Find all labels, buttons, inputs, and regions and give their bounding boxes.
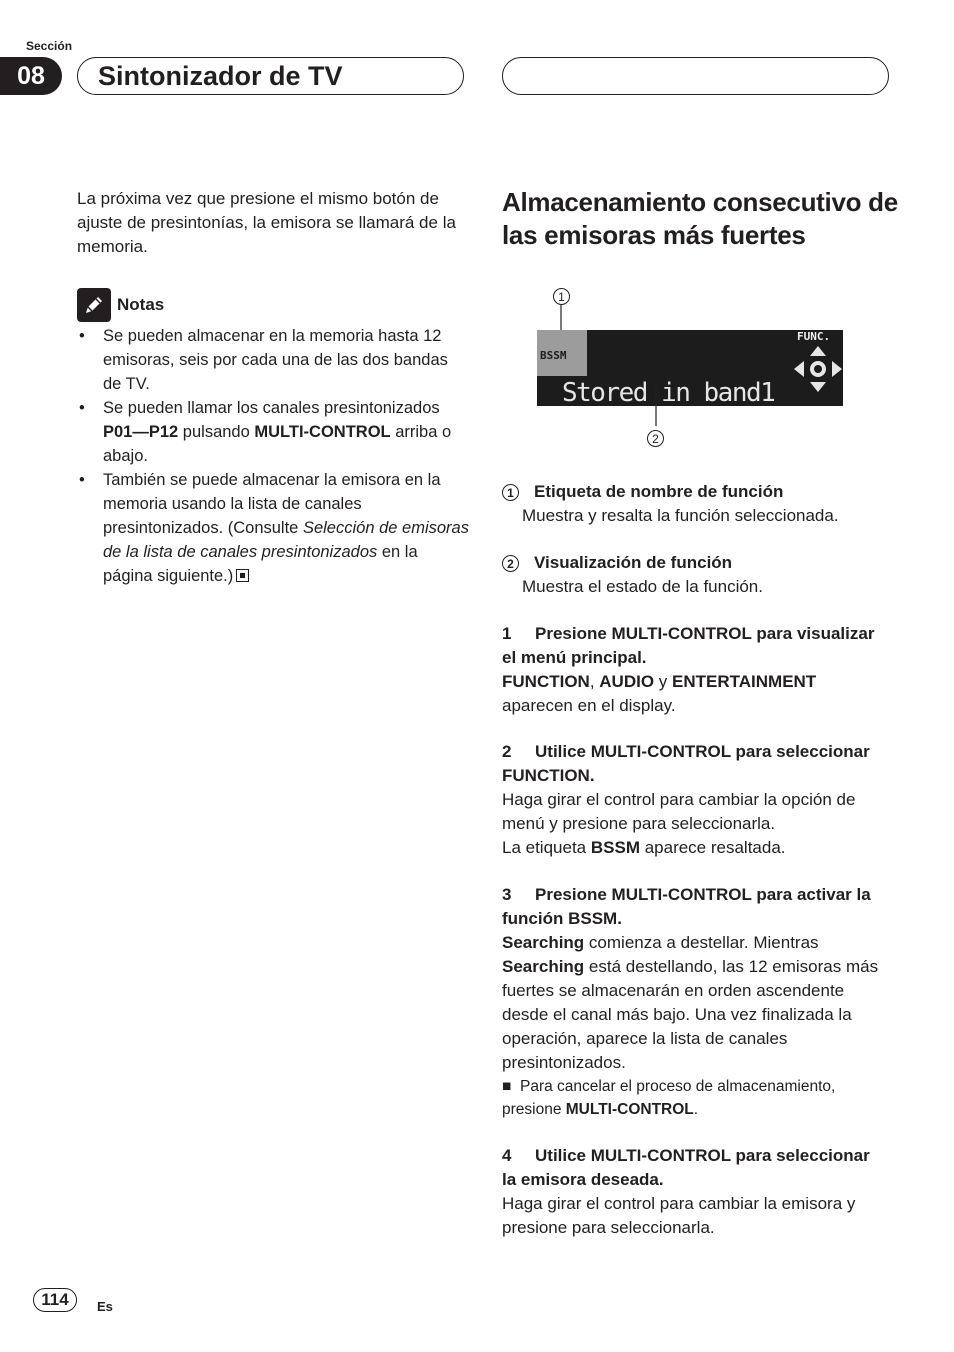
section-label: Sección — [26, 39, 73, 53]
header-right-box — [502, 57, 889, 95]
step-2: 2 Utilice MULTI-CONTROL para seleccionar FUNCTION. Haga girar el control para cambiar la opción de menú y presione para seleccionarla. La etiqueta BSSM aparece resaltada. — [502, 742, 870, 857]
step-3-note: ■ Para cancelar el proceso de almacenamiento, presione MULTI-CONTROL. — [502, 1078, 836, 1118]
callout-1: 1 — [553, 288, 570, 305]
bssm-tab-label: BSSM — [540, 349, 567, 362]
section-heading: Almacenamiento consecutivo de las emisoras más fuertes — [502, 187, 898, 250]
callout-2: 2 — [647, 430, 664, 447]
step-4: 4 Utilice MULTI-CONTROL para seleccionar la emisora deseada. Haga girar el control para cambiar la emisora y presione para seleccionarla. — [502, 1146, 870, 1237]
notes-label: Notas — [117, 295, 165, 314]
language-code: Es — [97, 1299, 113, 1314]
definition-2: 2 Visualización de función Muestra el estado de la función. — [502, 551, 902, 599]
step-3: 3 Presione MULTI-CONTROL para activar la función BSSM. Searching comienza a destellar. Mientras Searching está destellando, las 12 emisoras más fuertes se almacenarán en orden ascendente desde el canal más bajo. Una vez finalizada la operación, aparece la lista de canales presintonizados. ■ Para cancelar el proceso de almacenamiento, presione MULTI-CONTROL. — [502, 883, 887, 1121]
func-label: FUNC. — [797, 330, 831, 343]
intro-paragraph: La próxima vez que presione el mismo botón de ajuste de presintonías, la emisora se llamará de la memoria. — [77, 189, 456, 256]
page-number: 114 — [33, 1288, 77, 1312]
step-1: 1 Presione MULTI-CONTROL para visualizar el menú principal. FUNCTION, AUDIO y ENTERTAINMENT aparecen en el display. — [502, 624, 875, 715]
section-title-text: Sintonizador de TV — [98, 60, 343, 91]
notes-heading — [77, 288, 164, 322]
section-number-badge: 08 — [0, 57, 62, 95]
multi-control-arrows-icon — [792, 344, 844, 394]
cross-reference-link: Selección de emisoras de la lista de canales presintonizados — [103, 519, 469, 561]
section-title — [77, 57, 464, 95]
notes-list — [77, 324, 469, 588]
note-item: • También se puede almacenar la emisora en la memoria usando la lista de canales presintonizados. (Consulte Selección de emisoras de la lista de canales presintonizados en la página siguiente.) — [77, 468, 469, 588]
note-item: • Se pueden almacenar en la memoria hasta 12 emisoras, seis por cada una de las dos bandas de TV. — [77, 324, 469, 396]
pencil-icon — [77, 288, 111, 322]
definition-1: 1 Etiqueta de nombre de función Muestra y resalta la función seleccionada. — [502, 480, 902, 528]
note-item: • Se pueden llamar los canales presintonizados P01—P12 pulsando MULTI-CONTROL arriba o abajo. — [77, 396, 469, 468]
end-mark-icon — [236, 569, 249, 582]
square-bullet-icon: ■ — [502, 1078, 520, 1095]
function-display-text: Stored in band1 — [562, 378, 775, 408]
callout-line-2 — [650, 386, 664, 426]
